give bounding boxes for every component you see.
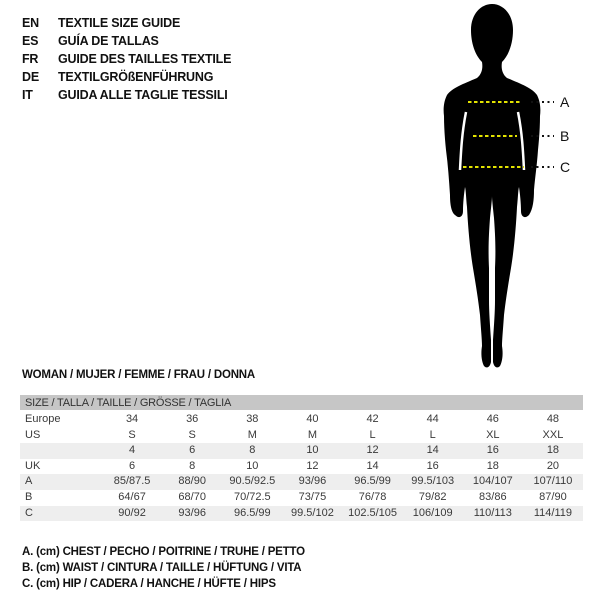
measurement-legend: [22, 544, 305, 592]
table-cell: 18: [486, 459, 499, 472]
marker-label-b: B: [560, 128, 570, 144]
lang-row-en: [22, 14, 231, 32]
table-cell: 4: [129, 444, 136, 457]
lang-code: IT: [22, 88, 33, 102]
table-cell: 6: [129, 459, 136, 472]
table-cell: 10: [306, 444, 319, 457]
table-cell: 76/78: [358, 490, 387, 503]
table-row-chest: [20, 474, 583, 490]
table-cell: 93/96: [298, 475, 327, 488]
table-cell: 40: [306, 413, 319, 425]
table-row-waist: [20, 490, 583, 506]
table-cell: 46: [486, 413, 499, 425]
table-cell: 44: [426, 413, 439, 425]
lang-code: FR: [22, 52, 39, 66]
table-cell: 106/109: [412, 506, 453, 519]
table-cell: 16: [426, 459, 439, 472]
lang-code: EN: [22, 16, 39, 30]
row-label: A: [25, 475, 33, 488]
table-row-us-numeric: [20, 443, 583, 459]
table-cell: 48: [546, 413, 560, 425]
lang-code: DE: [22, 70, 39, 84]
table-cell: 8: [189, 459, 196, 472]
body-measurement-figure: [413, 0, 593, 375]
table-cell: 107/110: [533, 475, 573, 488]
lang-row-es: [22, 32, 231, 50]
table-cell: 110/113: [473, 506, 512, 519]
table-row-europe: [20, 412, 583, 428]
table-cell: 99.5/103: [411, 475, 455, 488]
table-cell: 14: [426, 444, 439, 457]
row-label: B: [25, 490, 33, 503]
table-cell: S: [128, 428, 136, 441]
table-cell: 79/82: [418, 490, 447, 503]
table-cell: 20: [546, 459, 560, 472]
table-cell: 34: [125, 413, 139, 425]
woman-silhouette: [444, 4, 541, 367]
table-cell: 102.5/105: [348, 506, 398, 519]
row-label: [20, 443, 102, 459]
row-label: US: [25, 428, 41, 441]
table-cell: M: [307, 428, 318, 441]
table-cell: 12: [366, 444, 379, 457]
table-cell: 90.5/92.5: [229, 475, 276, 488]
table-cell: 114/119: [533, 506, 572, 519]
marker-label-a: A: [560, 94, 570, 110]
table-cell: 73/75: [298, 490, 327, 503]
lang-row-de: [22, 68, 231, 86]
table-row-uk: [20, 459, 583, 475]
row-label: UK: [25, 459, 41, 472]
lang-title: TEXTILE SIZE GUIDE: [58, 16, 181, 30]
legend-waist: B. (cm) WAIST / CINTURA / TAILLE / HÜFTUNG / VITA: [22, 562, 302, 574]
table-cell: 64/67: [118, 490, 146, 503]
table-header: SIZE / TALLA / TAILLE / GRÖSSE / TAGLIA: [20, 395, 583, 412]
category-title: WOMAN / MUJER / FEMME / FRAU / DONNA: [22, 369, 256, 381]
table-cell: 38: [246, 413, 259, 425]
table-cell: 99.5/102: [291, 506, 334, 519]
legend-chest: A. (cm) CHEST / PECHO / POITRINE / TRUHE / PETTO: [22, 546, 305, 558]
table-cell: S: [188, 428, 196, 441]
table-cell: 68/70: [178, 490, 206, 503]
row-label: Europe: [25, 413, 61, 425]
table-cell: 85/87.5: [113, 475, 151, 488]
lang-title: GUIDA ALLE TAGLIE TESSILI: [58, 88, 228, 102]
table-cell: 18: [546, 444, 560, 457]
lang-row-it: [22, 86, 231, 104]
table-cell: 10: [246, 459, 259, 472]
table-cell: 83/86: [479, 490, 507, 503]
table-cell: 87/90: [539, 490, 567, 503]
size-table: [20, 395, 583, 521]
table-cell: XL: [486, 428, 500, 441]
lang-row-fr: [22, 50, 231, 68]
lang-code: ES: [22, 34, 39, 48]
language-title-block: [22, 14, 231, 104]
table-cell: 90/92: [118, 506, 146, 519]
table-cell: 12: [306, 459, 319, 472]
table-cell: 96.5/99: [233, 506, 271, 519]
legend-hip: C. (cm) HIP / CADERA / HANCHE / HÜFTE / HIPS: [22, 578, 276, 590]
lang-title: GUIDE DES TAILLES TEXTILE: [58, 52, 232, 66]
table-cell: L: [429, 428, 436, 441]
table-cell: 42: [366, 413, 379, 425]
table-cell: 70/72.5: [233, 490, 271, 503]
lang-title: TEXTILGRÖßENFÜHRUNG: [58, 70, 214, 84]
table-row-us: [20, 428, 583, 444]
row-label: C: [25, 506, 33, 519]
table-cell: M: [247, 428, 257, 441]
woman-silhouette-svg: [413, 0, 593, 375]
table-row-hip: [20, 506, 583, 522]
table-cell: L: [369, 428, 376, 441]
table-cell: 6: [189, 444, 196, 457]
table-cell: 96.5/99: [354, 475, 391, 488]
table-cell: 16: [486, 444, 499, 457]
table-cell: 8: [249, 444, 256, 457]
table-cell: 93/96: [178, 506, 206, 519]
marker-label-c: C: [560, 159, 571, 175]
table-cell: 36: [186, 413, 199, 425]
table-cell: 14: [366, 459, 379, 472]
table-cell: XXL: [542, 428, 564, 441]
table-cell: 88/90: [178, 475, 206, 488]
lang-title: GUÍA DE TALLAS: [58, 34, 159, 48]
table-cell: 104/107: [472, 475, 513, 488]
